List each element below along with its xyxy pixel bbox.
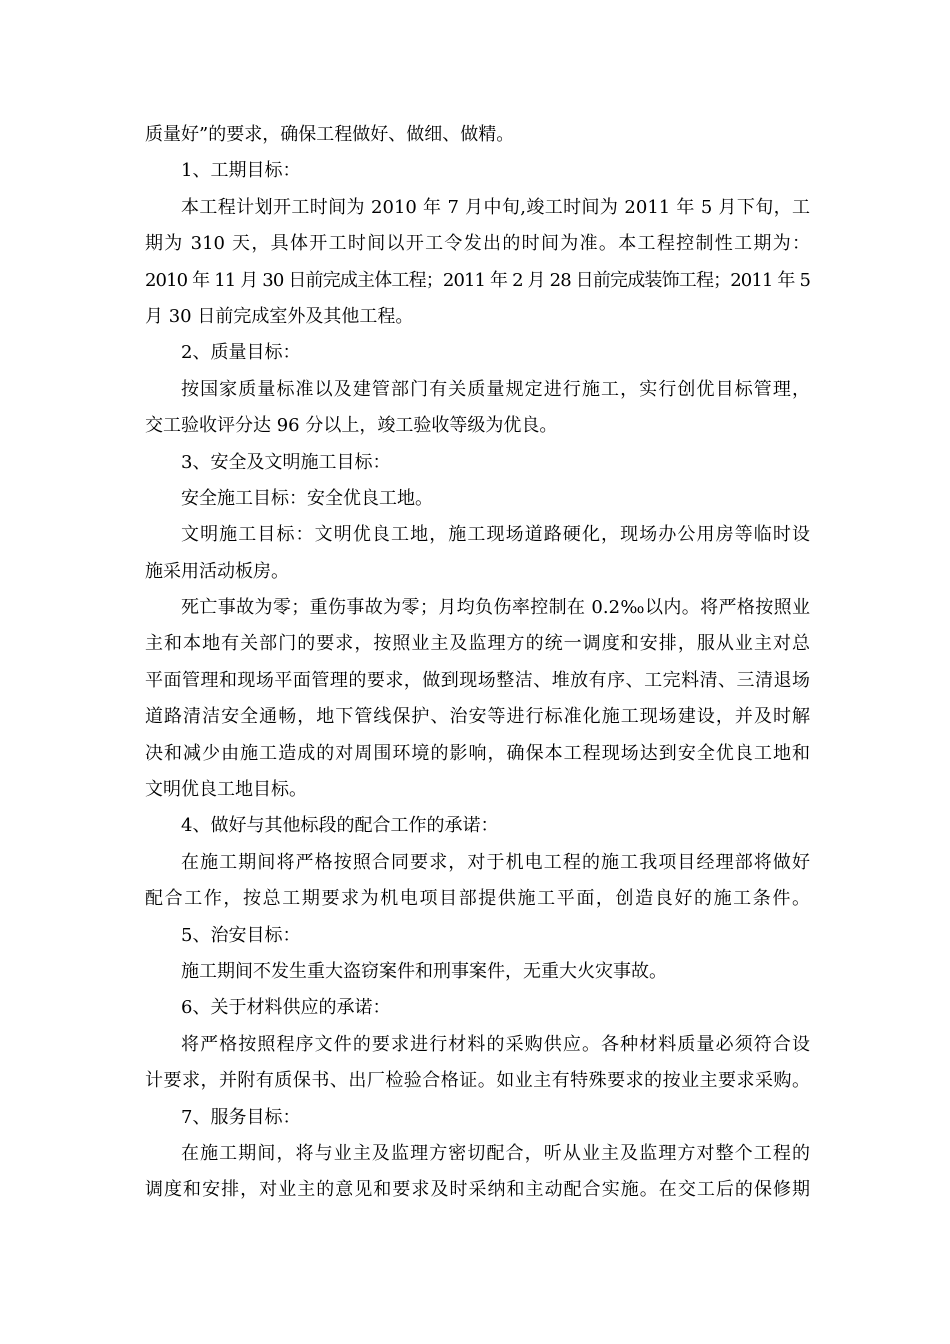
text-line: 施采用活动板房。 bbox=[145, 560, 289, 582]
text-line: 质量好”的要求，确保工程做好、做细、做精。 bbox=[145, 124, 515, 145]
text-line: 本工程计划开工时间为 2010 年 7 月中旬,竣工时间为 2011 年 5 月下旬，工 bbox=[181, 196, 810, 218]
text-line: 调度和安排，对业主的意见和要求及时采纳和主动配合实施。在交工后的保修期 bbox=[145, 1179, 810, 1201]
text-line: 死亡事故为零；重伤事故为零；月均负伤率控制在 0.2‰以内。将严格按照业 bbox=[181, 597, 810, 619]
text-line: 施工期间不发生重大盗窃案件和刑事案件，无重大火灾事故。 bbox=[181, 960, 667, 982]
text-line: 主和本地有关部门的要求，按照业主及监理方的统一调度和安排，服从业主对总 bbox=[145, 633, 810, 655]
text-line: 按国家质量标准以及建管部门有关质量规定进行施工，实行创优目标管理， bbox=[181, 378, 810, 400]
document-body bbox=[145, 117, 810, 1209]
text-line: 文明施工目标：文明优良工地，施工现场道路硬化，现场办公用房等临时设 bbox=[181, 524, 810, 546]
text-line: 1、工期目标： bbox=[181, 160, 301, 182]
text-line: 4、做好与其他标段的配合工作的承诺： bbox=[181, 815, 499, 837]
text-line: 道路清洁安全通畅，地下管线保护、治安等进行标准化施工现场建设，并及时解 bbox=[145, 706, 810, 728]
text-line: 3、安全及文明施工目标： bbox=[181, 451, 391, 473]
text-line: 决和减少由施工造成的对周围环境的影响，确保本工程现场达到安全优良工地和 bbox=[145, 742, 810, 764]
text-line: 月 30 日前完成室外及其他工程。 bbox=[145, 305, 414, 327]
text-line: 交工验收评分达 96 分以上，竣工验收等级为优良。 bbox=[145, 415, 558, 437]
text-line: 文明优良工地目标。 bbox=[145, 779, 307, 801]
text-line: 将严格按照程序文件的要求进行材料的采购供应。各种材料质量必须符合设 bbox=[181, 1033, 810, 1055]
text-line: 2010 年 11 月 30 日前完成主体工程；2011 年 2 月 28 日前完成装饰工程；2011 年 5 bbox=[145, 269, 810, 291]
text-line: 平面管理和现场平面管理的要求，做到现场整洁、堆放有序、工完料清、三清退场 bbox=[145, 669, 810, 691]
text-line: 5、治安目标： bbox=[181, 924, 301, 946]
text-line: 计要求，并附有质保书、出厂检验合格证。如业主有特殊要求的按业主要求采购。 bbox=[145, 1070, 810, 1092]
text-line: 7、服务目标： bbox=[181, 1106, 301, 1128]
text-line: 在施工期间将严格按照合同要求，对于机电工程的施工我项目经理部将做好 bbox=[181, 851, 810, 873]
text-line: 在施工期间，将与业主及监理方密切配合，听从业主及监理方对整个工程的 bbox=[181, 1142, 810, 1164]
text-line: 6、关于材料供应的承诺： bbox=[181, 997, 391, 1019]
text-line: 2、质量目标： bbox=[181, 342, 301, 364]
text-line: 配合工作，按总工期要求为机电项目部提供施工平面，创造良好的施工条件。 bbox=[145, 888, 810, 910]
text-line: 期为 310 天，具体开工时间以开工令发出的时间为准。本工程控制性工期为： bbox=[145, 233, 810, 255]
text-line: 安全施工目标：安全优良工地。 bbox=[181, 487, 433, 509]
